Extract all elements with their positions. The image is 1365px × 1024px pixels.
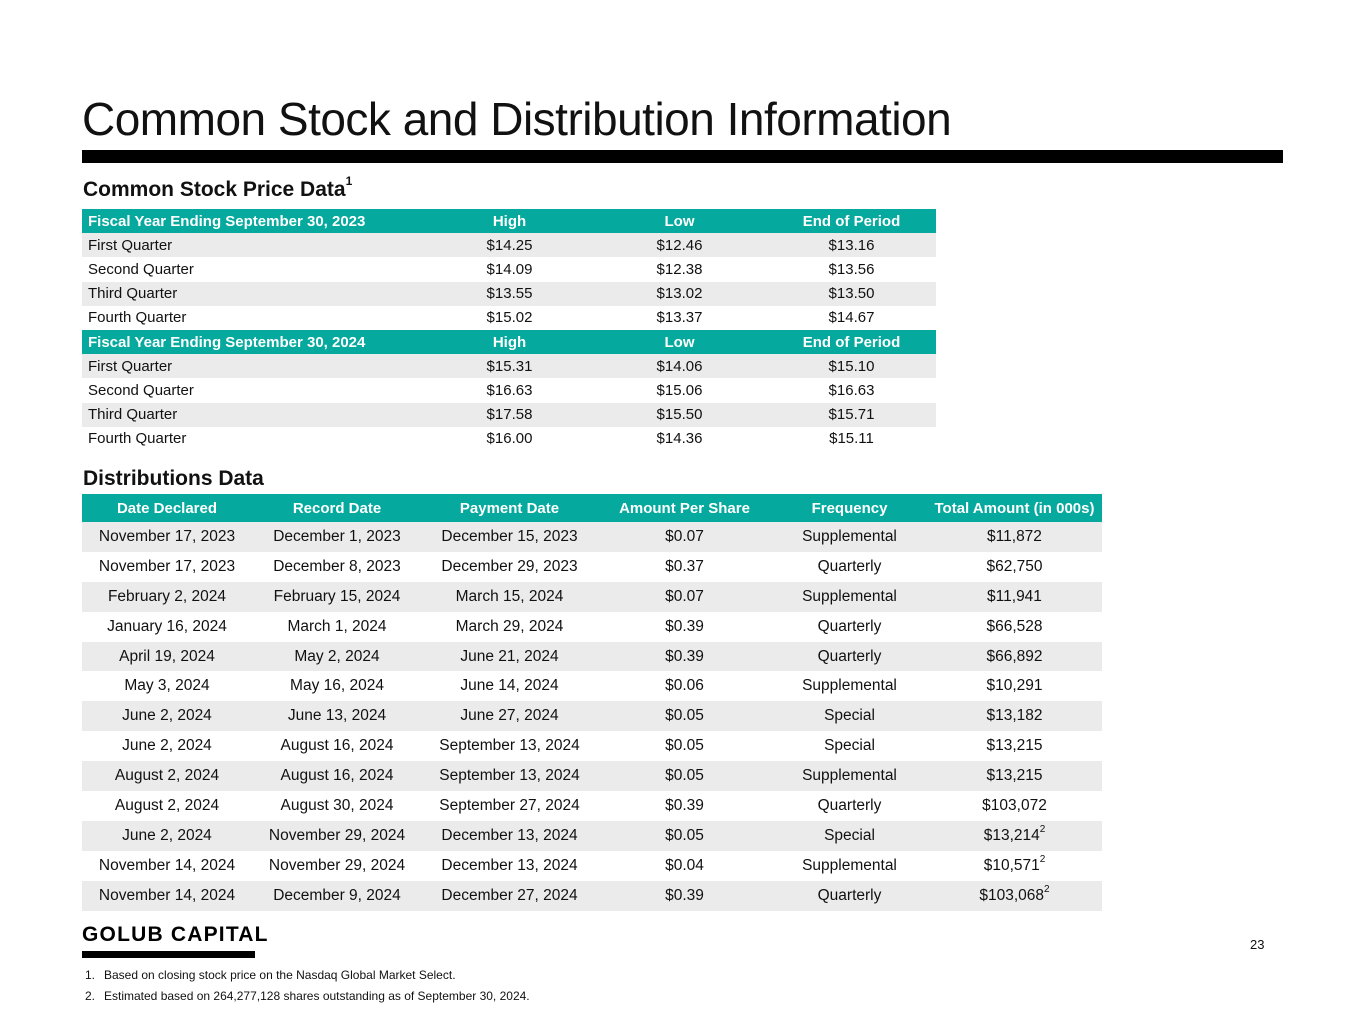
price-cell: $15.11 [829, 430, 874, 448]
distribution-cell [927, 612, 1102, 642]
distribution-cell [597, 612, 772, 642]
distribution-cell-text: November 14, 2024 [98, 886, 236, 904]
distribution-cell-text: November 29, 2024 [268, 826, 406, 844]
distribution-cell [597, 881, 772, 911]
distribution-cell-text: March 1, 2024 [287, 617, 387, 635]
price-section-heading [83, 174, 353, 202]
distribution-row [82, 701, 1102, 731]
price-cell: $13.56 [828, 260, 875, 278]
distribution-cell [82, 522, 252, 552]
distribution-cell-text: March 29, 2024 [455, 617, 564, 635]
distribution-cell [772, 701, 927, 731]
price-cell: $16.63 [828, 381, 875, 399]
distribution-cell-text: August 2, 2024 [114, 767, 220, 785]
price-table-row [82, 378, 936, 402]
distribution-row [82, 612, 1102, 642]
distribution-cell [252, 671, 422, 701]
distribution-cell-text: $0.39 [665, 796, 704, 814]
distribution-column-header: Amount Per Share [597, 494, 772, 522]
quarter-label: Second Quarter [88, 381, 194, 399]
distribution-cell [772, 671, 927, 701]
distribution-row [82, 851, 1102, 881]
distribution-cell-text: $0.05 [665, 707, 704, 725]
distribution-cell-text: December 13, 2024 [441, 826, 578, 844]
distribution-cell-text: November 17, 2023 [98, 557, 236, 575]
distribution-cell [772, 791, 927, 821]
footnote-text: Estimated based on 264,277,128 shares outstanding as of September 30, 2024. [104, 988, 530, 1003]
distribution-cell [772, 761, 927, 791]
distribution-cell-text: $0.39 [665, 617, 704, 635]
distribution-cell-text: January 16, 2024 [107, 617, 227, 635]
distribution-cell [422, 522, 597, 552]
footnote-marker: 2 [1039, 823, 1046, 835]
distribution-cell-text: $0.37 [665, 557, 704, 575]
quarter-label: Third Quarter [82, 403, 427, 427]
title-divider [82, 150, 1283, 163]
distribution-cell-text: $11,941 [987, 587, 1042, 605]
quarter-label: Third Quarter [82, 282, 427, 306]
distribution-cell [927, 761, 1102, 791]
distribution-cell [252, 821, 422, 851]
distribution-cell-text: Quarterly [817, 886, 882, 904]
distribution-cell-text: December 27, 2024 [441, 886, 578, 904]
quarter-label: Second Quarter [88, 260, 194, 278]
distribution-cell [82, 671, 252, 701]
distribution-cell-text: $0.07 [665, 527, 704, 545]
distribution-cell [772, 552, 927, 582]
price-cell: $15.10 [767, 354, 936, 378]
price-column-header: Fiscal Year Ending September 30, 2023 [82, 209, 427, 233]
distribution-cell [597, 761, 772, 791]
footnote-number: 1. [85, 967, 96, 982]
price-cell: $15.50 [592, 403, 767, 427]
price-column-header: Low [592, 209, 767, 233]
distribution-cell [927, 552, 1102, 582]
footnote-item [85, 964, 530, 985]
price-cell: $14.67 [828, 309, 875, 327]
price-table-row [82, 282, 936, 306]
price-cell: $13.37 [656, 309, 703, 327]
distribution-cell-text: June 27, 2024 [460, 707, 559, 725]
distribution-cell [927, 791, 1102, 821]
distribution-cell-text: Quarterly [817, 617, 882, 635]
price-table-row [82, 306, 936, 330]
distribution-cell [82, 731, 252, 761]
price-cell: $16.63 [486, 381, 533, 399]
distribution-cell [597, 552, 772, 582]
distribution-cell-text: November 17, 2023 [98, 527, 236, 545]
distribution-cell [772, 582, 927, 612]
price-cell: $15.06 [656, 381, 703, 399]
distribution-cell-text: Special [824, 826, 875, 844]
price-column-header: Low [592, 330, 767, 354]
distribution-cell-text: February 15, 2024 [273, 587, 401, 605]
distribution-cell-text: Quarterly [817, 647, 882, 665]
price-cell: $15.31 [427, 354, 592, 378]
distribution-cell-text: September 13, 2024 [439, 767, 580, 785]
distribution-cell-text: June 2, 2024 [122, 826, 212, 844]
price-table-row [82, 427, 936, 451]
distribution-cell-text: $66,528 [986, 617, 1043, 635]
page-number: 23 [1250, 937, 1265, 952]
distribution-cell [597, 642, 772, 672]
distribution-cell [772, 642, 927, 672]
price-table-row [82, 354, 936, 378]
price-table-header-row [82, 330, 936, 354]
distribution-cell-text: August 30, 2024 [280, 796, 394, 814]
distribution-cell-text: June 2, 2024 [122, 737, 212, 755]
distribution-cell [252, 851, 422, 881]
distribution-cell [252, 761, 422, 791]
distribution-cell [927, 881, 1102, 911]
distribution-cell [597, 671, 772, 701]
distribution-cell-text: $0.05 [665, 767, 704, 785]
distribution-cell-text: $0.07 [665, 587, 704, 605]
price-cell: $13.50 [767, 282, 936, 306]
distribution-cell-text: $13,215 [986, 767, 1043, 785]
distribution-row [82, 821, 1102, 851]
distribution-cell [252, 552, 422, 582]
distribution-cell-text: May 2, 2024 [294, 647, 380, 665]
distributions-section-heading: Distributions Data [83, 467, 264, 490]
distribution-cell [82, 791, 252, 821]
price-cell: $13.55 [427, 282, 592, 306]
distribution-cell [772, 821, 927, 851]
price-cell: $13.02 [592, 282, 767, 306]
quarter-label: First Quarter [82, 354, 427, 378]
distribution-cell-text: June 14, 2024 [460, 677, 559, 695]
distribution-cell [82, 851, 252, 881]
distribution-cell-text: September 27, 2024 [439, 796, 580, 814]
distribution-row [82, 791, 1102, 821]
distribution-cell [597, 731, 772, 761]
distribution-cell [772, 612, 927, 642]
distribution-cell [82, 821, 252, 851]
distributions-header-row [82, 494, 1102, 522]
distribution-cell [82, 582, 252, 612]
distribution-cell [772, 881, 927, 911]
distribution-cell [772, 851, 927, 881]
distribution-cell-text: $0.04 [665, 856, 704, 874]
distribution-cell-text: Special [824, 737, 875, 755]
distribution-cell [422, 851, 597, 881]
distribution-row [82, 582, 1102, 612]
distribution-cell [422, 582, 597, 612]
quarter-label: Fourth Quarter [88, 430, 187, 448]
distribution-row [82, 671, 1102, 701]
price-cell: $14.25 [427, 233, 592, 257]
distribution-cell-text: $0.39 [665, 886, 704, 904]
distribution-cell [422, 612, 597, 642]
distribution-cell [927, 522, 1102, 552]
price-cell: $15.02 [486, 309, 533, 327]
distribution-cell-text: September 13, 2024 [439, 737, 580, 755]
distribution-cell-text: $13,182 [986, 707, 1043, 725]
logo-underline-bar [82, 951, 255, 958]
distribution-cell-text: $11,872 [987, 527, 1042, 545]
distribution-cell [597, 701, 772, 731]
distribution-cell-text: Supplemental [802, 856, 897, 874]
distribution-cell [422, 881, 597, 911]
distributions-table [82, 494, 1102, 911]
distribution-cell [927, 671, 1102, 701]
distribution-cell [597, 791, 772, 821]
distribution-cell [422, 821, 597, 851]
distribution-cell [927, 821, 1102, 851]
price-column-header: High [427, 209, 592, 233]
distribution-cell-text: $103,072 [982, 796, 1047, 814]
distribution-cell-text: August 16, 2024 [280, 767, 394, 785]
distribution-row [82, 552, 1102, 582]
distribution-cell-text: December 9, 2024 [273, 886, 401, 904]
distribution-row [82, 731, 1102, 761]
distribution-cell-text: June 21, 2024 [460, 647, 559, 665]
distribution-cell [82, 612, 252, 642]
stock-price-table [82, 209, 936, 451]
footnote-text: Based on closing stock price on the Nasdaq Global Market Select. [104, 967, 456, 982]
footnote-number: 2. [85, 988, 96, 1003]
distribution-cell [252, 582, 422, 612]
distribution-column-header: Frequency [772, 494, 927, 522]
distribution-row [82, 642, 1102, 672]
distribution-cell [927, 731, 1102, 761]
distribution-cell [252, 612, 422, 642]
distribution-cell [82, 881, 252, 911]
price-column-header: End of Period [767, 209, 936, 233]
distribution-cell-text: $0.05 [665, 826, 704, 844]
distribution-row [82, 522, 1102, 552]
distribution-cell-text: $10,571 [983, 856, 1040, 874]
distribution-column-header: Total Amount (in 000s) [927, 494, 1102, 522]
distribution-cell-text: August 16, 2024 [280, 737, 394, 755]
distribution-cell [252, 881, 422, 911]
price-table-row [82, 233, 936, 257]
price-table-row [82, 257, 936, 281]
distribution-cell [252, 522, 422, 552]
distribution-cell-text: Quarterly [817, 796, 882, 814]
price-cell: $12.46 [592, 233, 767, 257]
distribution-cell [597, 851, 772, 881]
distribution-cell-text: Supplemental [802, 587, 897, 605]
quarter-label: First Quarter [82, 233, 427, 257]
distribution-cell-text: $13,215 [986, 737, 1043, 755]
price-table-header-row [82, 209, 936, 233]
distribution-cell-text: December 15, 2023 [441, 527, 578, 545]
distribution-cell-text: June 2, 2024 [122, 707, 212, 725]
distribution-cell [422, 731, 597, 761]
distribution-cell-text: $13,214 [983, 826, 1040, 844]
price-cell: $14.36 [656, 430, 703, 448]
distribution-cell-text: Supplemental [802, 677, 897, 695]
distribution-cell-text: February 2, 2024 [107, 587, 227, 605]
price-heading-footnote-marker: 1 [345, 174, 353, 188]
distribution-cell-text: Supplemental [802, 527, 897, 545]
distribution-cell-text: $62,750 [986, 557, 1043, 575]
footnotes [85, 964, 530, 1006]
distribution-cell [772, 522, 927, 552]
distribution-row [82, 881, 1102, 911]
distribution-cell-text: $0.06 [665, 677, 704, 695]
distribution-cell [597, 821, 772, 851]
distribution-cell-text: August 2, 2024 [114, 796, 220, 814]
distribution-cell [252, 642, 422, 672]
distribution-cell-text: June 13, 2024 [287, 707, 387, 725]
price-column-header: End of Period [767, 330, 936, 354]
price-column-header: High [427, 330, 592, 354]
price-cell: $14.09 [486, 260, 533, 278]
distribution-cell-text: $10,291 [986, 677, 1043, 695]
price-cell: $15.71 [767, 403, 936, 427]
footnote-item [85, 985, 530, 1006]
distribution-cell [772, 731, 927, 761]
distribution-cell-text: Supplemental [802, 767, 897, 785]
distribution-cell [252, 791, 422, 821]
distribution-cell-text: April 19, 2024 [119, 647, 215, 665]
distribution-cell [597, 582, 772, 612]
price-column-header: Fiscal Year Ending September 30, 2024 [82, 330, 427, 354]
footnote-marker: 2 [1044, 883, 1050, 895]
distribution-cell-text: December 1, 2023 [273, 527, 401, 545]
price-cell: $13.16 [767, 233, 936, 257]
distribution-cell-text: $0.39 [665, 647, 704, 665]
distribution-cell-text: $0.05 [665, 737, 704, 755]
price-cell: $16.00 [486, 430, 533, 448]
distribution-cell-text: $66,892 [986, 647, 1043, 665]
distribution-cell [422, 552, 597, 582]
distribution-cell [82, 701, 252, 731]
distribution-cell [252, 701, 422, 731]
distribution-cell [422, 671, 597, 701]
quarter-label: Fourth Quarter [88, 309, 187, 327]
distribution-cell [422, 791, 597, 821]
distribution-cell [252, 731, 422, 761]
distribution-cell-text: May 3, 2024 [124, 677, 210, 695]
distribution-cell [927, 851, 1102, 881]
distribution-cell [82, 552, 252, 582]
golub-capital-logo: GOLUB CAPITAL [82, 923, 269, 946]
price-cell: $14.06 [592, 354, 767, 378]
distribution-cell-text: November 29, 2024 [268, 856, 406, 874]
price-table-row [82, 403, 936, 427]
distribution-cell [82, 761, 252, 791]
distribution-cell-text: November 14, 2024 [98, 856, 236, 874]
distribution-cell [422, 761, 597, 791]
distribution-cell [927, 642, 1102, 672]
distribution-cell [82, 642, 252, 672]
footnote-marker: 2 [1039, 853, 1046, 865]
distribution-cell [597, 522, 772, 552]
distribution-cell-text: December 29, 2023 [441, 557, 578, 575]
distribution-cell [422, 701, 597, 731]
distribution-cell [422, 642, 597, 672]
distribution-column-header: Payment Date [422, 494, 597, 522]
distribution-cell [927, 582, 1102, 612]
distribution-cell-text: Special [824, 707, 875, 725]
price-cell: $17.58 [427, 403, 592, 427]
distribution-cell-text: $103,068 [979, 886, 1045, 904]
distribution-column-header: Record Date [252, 494, 422, 522]
distribution-cell-text: December 8, 2023 [273, 557, 401, 575]
distribution-cell-text: December 13, 2024 [441, 856, 578, 874]
page-title: Common Stock and Distribution Information [82, 93, 952, 145]
price-cell: $12.38 [656, 260, 703, 278]
distribution-cell [927, 701, 1102, 731]
distribution-cell-text: May 16, 2024 [290, 677, 384, 695]
price-heading-text: Common Stock Price Data [83, 178, 346, 201]
distribution-row [82, 761, 1102, 791]
distribution-column-header: Date Declared [82, 494, 252, 522]
distribution-cell-text: Quarterly [817, 557, 882, 575]
distribution-cell-text: March 15, 2024 [455, 587, 564, 605]
